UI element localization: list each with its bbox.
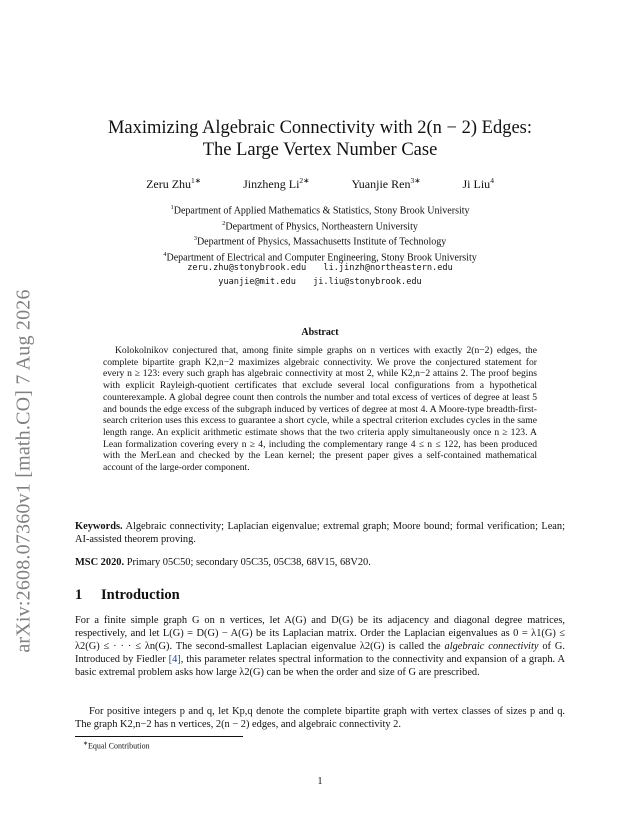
affiliation: $^1$Department of Applied Mathematics & Statistics, Stony Brook University [170,204,470,217]
keywords-text: Algebraic connectivity; Laplacian eigenvalue; extremal graph; Moore bound; formal verification; Lean; AI-assisted theorem proving. [75,521,565,545]
keywords [75,520,565,546]
footnote-rule [75,736,243,737]
title-line-2: The Large Vertex Number Case [202,140,438,160]
msc-label: MSC 2020. [75,557,125,568]
citation-link[interactable]: [4] [168,654,181,666]
email-link[interactable]: li.jinzh@northeastern.edu [323,263,453,273]
keywords-label: Keywords. [75,521,123,532]
page-number: 1 [317,776,323,787]
author: Jinzheng $Li^{2∗}$ [243,176,310,191]
author: Zeru Zhu$^{1∗}$ [146,176,202,191]
affiliation: $^4$Department of Electrical and Computer Engineering, Stony Brook University [163,250,477,263]
paper-title [75,117,565,161]
affiliation: $^2$Department of Physics, Northeastern University [222,219,418,232]
author: Yuanjie Ren$^{3∗}$ [351,176,421,191]
msc-classification [75,557,565,568]
email-list [75,261,565,289]
email-link[interactable]: zeru.zhu@stonybrook.edu [187,263,307,273]
email-link[interactable]: ji.liu@stonybrook.edu [313,277,422,287]
arxiv-identifier: arXiv:2608.07360v1 [math.CO] 7 Aug 2026 [12,289,35,653]
emphasis-term: algebraic connectivity [444,641,539,653]
affiliation: $^3$Department of Physics, Massachusetts Institute of Technology [193,235,447,248]
section-title: Introduction [101,587,180,603]
section-number: 1 [75,587,83,603]
title-line-1: Maximizing Algebraic Connectivity with 2(n − 2) Edges: [107,118,533,138]
section-heading [75,587,565,604]
author-list [75,176,565,192]
author: Ji Liu$^4$ [462,176,494,191]
footnote: ∗Equal Contribution [83,741,150,751]
affiliation-list [75,202,565,264]
intro-paragraph-2: For positive integers p and q, let Kp,q denote the complete bipartite graph with vertex classes of sizes p and q. The graph K2,n−2 has n vertices, 2(n − 2) edges, and algebraic connectivity 2. [75,706,565,731]
arxiv-sidebar-stamp [4,236,44,706]
abstract-text: Kolokolnikov conjectured that, among finite simple graphs on n vertices with exactly 2(n−2) edges, the complete bipartite graph K2,n−2 maximizes algebraic connectivity. We prove the conjectured statement for every n ≥ 123: every such graph has algebraic connectivity at most 2, while K2,n−2 attains 2. The proof begins with explicit Rayleigh-quotient certificates that exclude several local configurations from a hypothetical counterexample. A global degree count then controls the number and total excess of vertices of degree at least 5 and bounds the edge excess of the subgraph induced by vertices of degree at most 4. A Moore-type breadth-first-search criterion uses this excess to guarantee a short cycle, while a spectral criterion excludes cycles in the same length range. An explicit arithmetic estimate shows that the two criteria apply simultaneously once n ≥ 123. A Lean formalization covering every n ≥ 4, including the complementary range 4 ≤ n ≤ 122, has been produced with the MerLean and checked by the Lean kernel; the present paper gives a self-contained mathematical account of the large-order component. [103,345,537,474]
intro-paragraph-1: For a finite simple graph G on n vertices, let A(G) and D(G) be its adjacency and diagonal degree matrices, respectively, and let L(G) = D(G) − A(G) be its Laplacian matrix. Order the Laplacian eigenvalues as 0 = λ1(G) ≤ λ2(G) ≤ · · · ≤ λn(G). The second-smallest Laplacian eigenvalue λ2(G) is called the algebraic connectivity of G. Introduced by Fiedler [4], this parameter relates spectral information to the connectivity and expansion of a graph. A basic extremal problem asks how large λ2(G) can be when the order and size of G are prescribed. [75,615,566,679]
email-link[interactable]: yuanjie@mit.edu [218,277,296,287]
abstract-heading: Abstract [301,327,339,338]
msc-text: Primary 05C50; secondary 05C35, 05C38, 68V15, 68V20. [126,557,371,568]
